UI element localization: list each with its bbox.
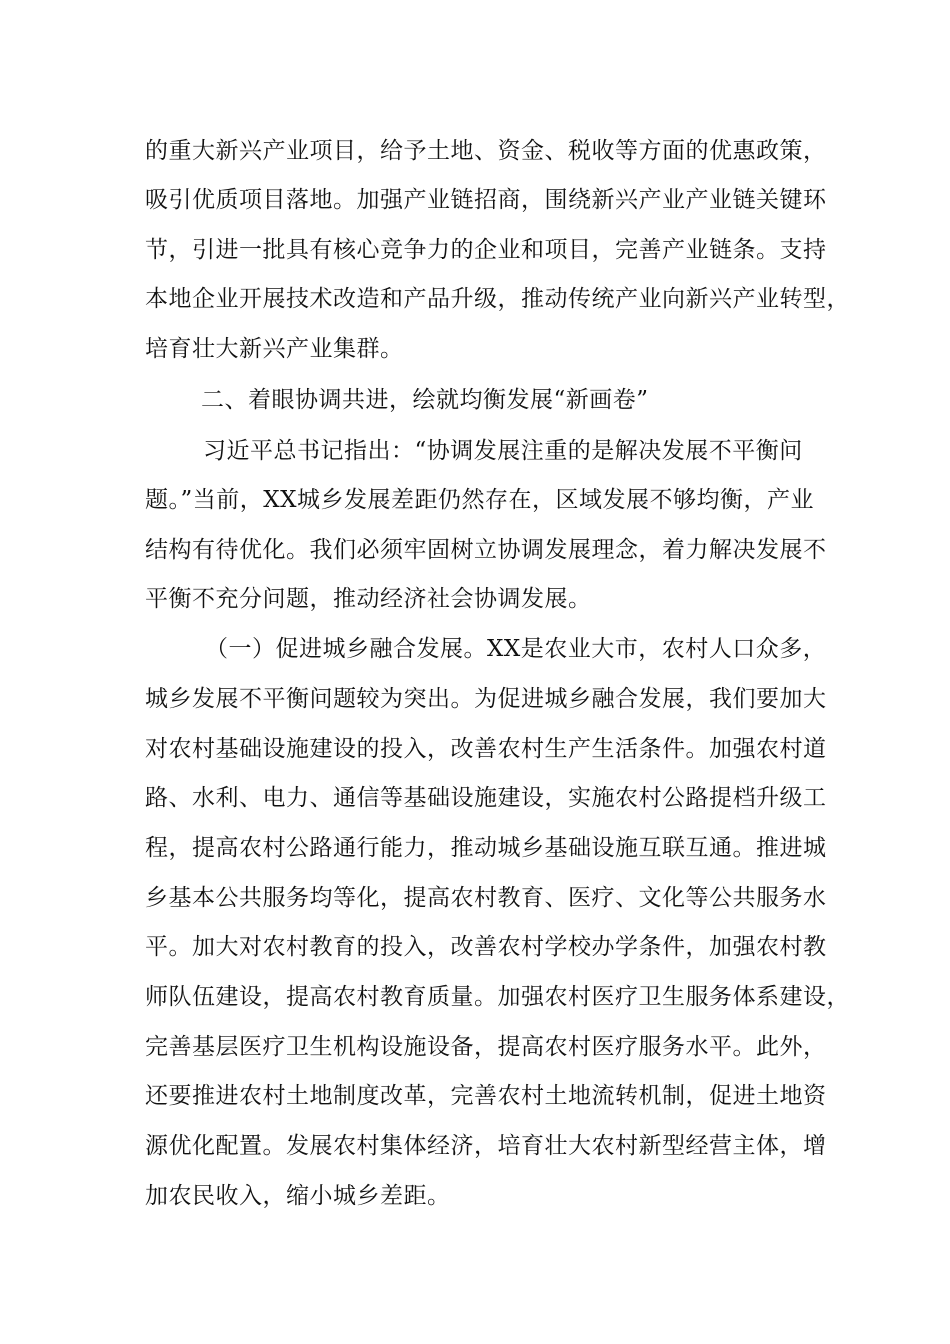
paragraph-1-line-2: 吸引优质项目落地。加强产业链招商，围绕新兴产业产业链关键环 bbox=[145, 187, 827, 213]
section-heading: 二、着眼协调共进，绘就均衡发展“新画卷” bbox=[201, 387, 649, 413]
paragraph-1-line-1: 的重大新兴产业项目，给予土地、资金、税收等方面的优惠政策， bbox=[145, 138, 827, 164]
paragraph-1-line-3: 节，引进一批具有核心竞争力的企业和项目，完善产业链条。支持 bbox=[145, 237, 827, 263]
paragraph-3-line-11: 源优化配置。发展农村集体经济，培育壮大农村新型经营主体，增 bbox=[145, 1133, 827, 1159]
paragraph-1-line-4: 本地企业开展技术改造和产品升级，推动传统产业向新兴产业转型， bbox=[145, 286, 850, 312]
paragraph-2-line-1: 习近平总书记指出：“协调发展注重的是解决发展不平衡问 bbox=[203, 438, 803, 464]
paragraph-2-line-4: 平衡不充分问题，推动经济社会协调发展。 bbox=[145, 586, 592, 612]
paragraph-3-line-10: 还要推进农村土地制度改革，完善农村土地流转机制，促进土地资 bbox=[145, 1083, 827, 1109]
paragraph-3-line-4: 路、水利、电力、通信等基础设施建设，实施农村公路提档升级工 bbox=[145, 785, 827, 811]
paragraph-3-line-8: 师队伍建设，提高农村教育质量。加强农村医疗卫生服务体系建设， bbox=[145, 984, 850, 1010]
paragraph-3-line-3: 对农村基础设施建设的投入，改善农村生产生活条件。加强农村道 bbox=[145, 736, 827, 762]
paragraph-3-line-6: 乡基本公共服务均等化，提高农村教育、医疗、文化等公共服务水 bbox=[145, 885, 827, 911]
paragraph-3-line-5: 程，提高农村公路通行能力，推动城乡基础设施互联互通。推进城 bbox=[145, 835, 827, 861]
paragraph-2-line-2: 题。”当前，XX城乡发展差距仍然存在，区域发展不够均衡，产业 bbox=[145, 487, 815, 513]
paragraph-3-line-12: 加农民收入，缩小城乡差距。 bbox=[145, 1183, 451, 1209]
paragraph-1-line-5: 培育壮大新兴产业集群。 bbox=[145, 336, 404, 362]
paragraph-3-line-2: 城乡发展不平衡问题较为突出。为促进城乡融合发展，我们要加大 bbox=[145, 686, 827, 712]
paragraph-2-line-3: 结构有待优化。我们必须牢固树立协调发展理念，着力解决发展不 bbox=[145, 537, 827, 563]
paragraph-3-line-1: （一）促进城乡融合发展。XX是农业大市，农村人口众多， bbox=[205, 636, 827, 662]
paragraph-3-line-7: 平。加大对农村教育的投入，改善农村学校办学条件，加强农村教 bbox=[145, 934, 827, 960]
paragraph-3-line-9: 完善基层医疗卫生机构设施设备，提高农村医疗服务水平。此外， bbox=[145, 1034, 827, 1060]
